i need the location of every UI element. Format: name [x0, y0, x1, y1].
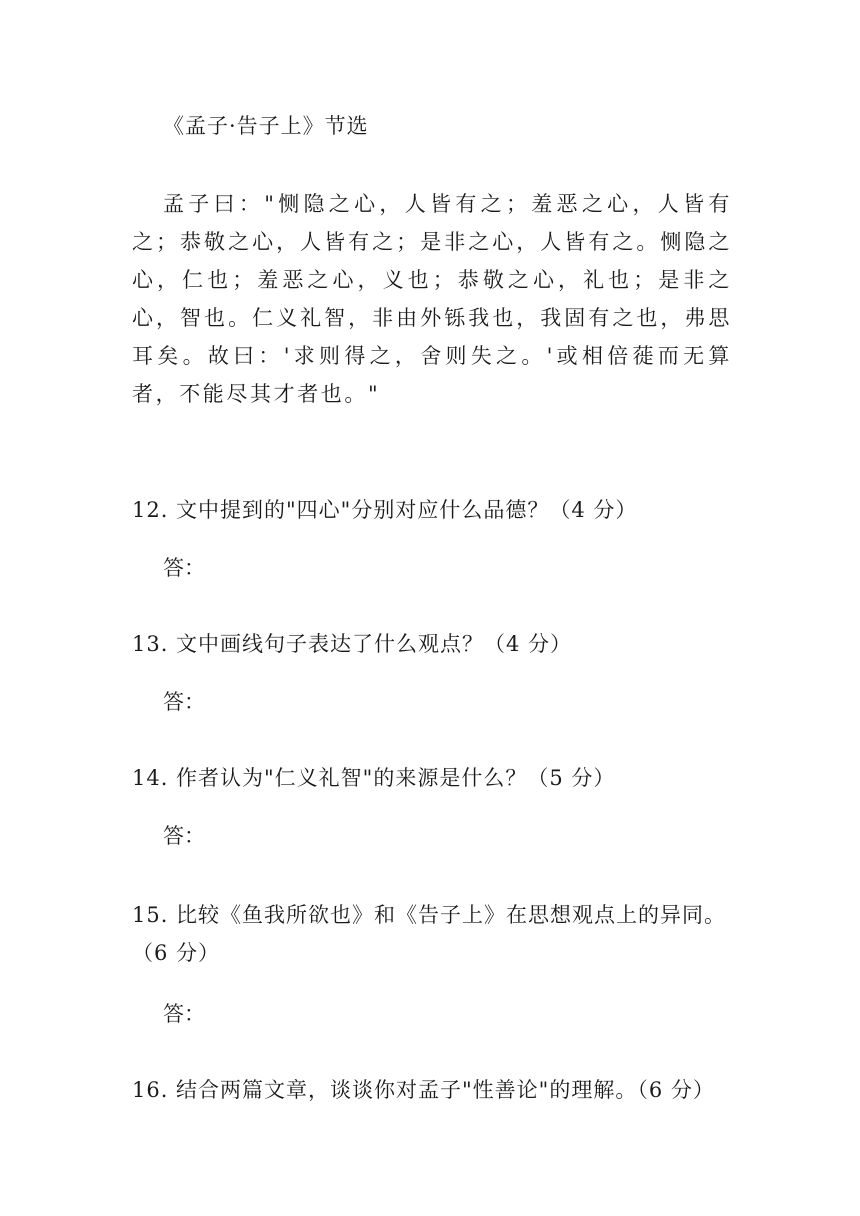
question-text: 作者认为"仁义礼智"的来源是什么？（5 分） [176, 766, 616, 790]
answer-label-12: 答： [163, 556, 205, 580]
passage-text: 孟子曰："恻隐之心，人皆有之；羞恶之心，人皆有之；恭敬之心，人皆有之；是非之心，人皆有之。恻隐之心，仁也；羞恶之心，义也；恭敬之心，礼也；是非之心，智也。仁义礼智，非由外铄我也，我固有之也，弗思耳矣。故曰：'求则得之，舍则失之。'或相倍蓰而无算者，不能尽其才者也。" [132, 192, 732, 406]
answer-label-15: 答： [163, 1002, 205, 1026]
question-text: 文中画线句子表达了什么观点？（4 分） [176, 632, 573, 656]
question-15 [132, 896, 738, 972]
question-number: 16. [132, 1078, 169, 1102]
question-text: 文中提到的"四心"分别对应什么品德？（4 分） [176, 498, 638, 522]
question-14 [132, 762, 615, 792]
question-12 [132, 494, 637, 524]
question-number: 14. [132, 766, 169, 790]
question-text: 比较《鱼我所欲也》和《告子上》在思想观点上的异同。（6 分） [132, 903, 726, 965]
answer-label-14: 答： [163, 824, 205, 848]
question-number: 12. [132, 498, 169, 522]
question-13 [132, 628, 572, 658]
answer-label-13: 答： [163, 690, 205, 714]
question-number: 13. [132, 632, 169, 656]
question-number: 15. [132, 903, 169, 927]
question-text: 结合两篇文章，谈谈你对孟子"性善论"的理解。（6 分） [176, 1078, 715, 1102]
question-16 [132, 1074, 715, 1104]
passage-title: 《孟子·告子上》节选 [163, 114, 369, 138]
